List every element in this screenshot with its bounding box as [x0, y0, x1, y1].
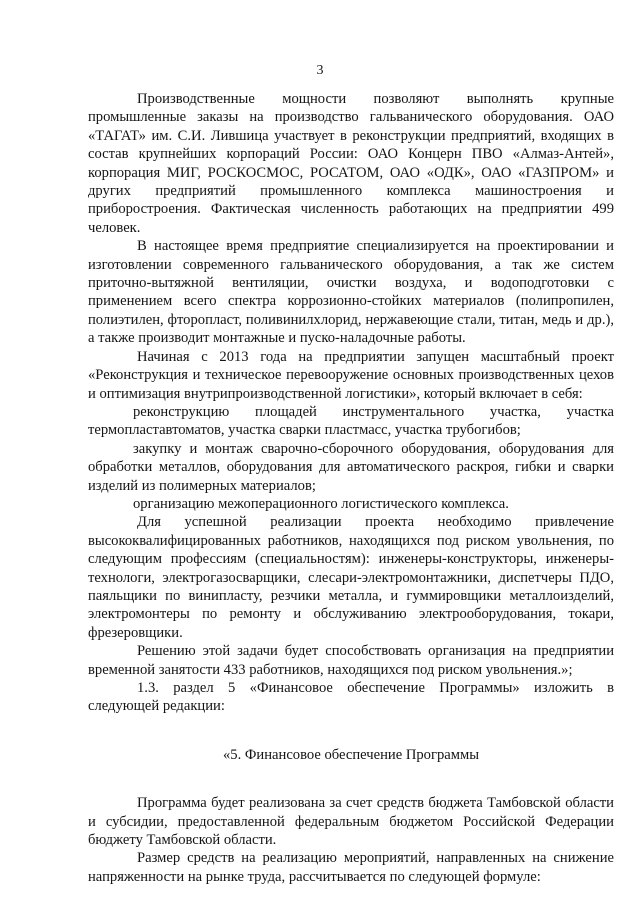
paragraph-section-amendment: 1.3. раздел 5 «Финансовое обеспечение Программы» изложить в следующей редакции:: [88, 680, 614, 715]
list-item-equipment: закупку и монтаж сварочно-сборочного оборудования, оборудования для обработки металлов, оборудования для автоматического раскроя, гибки и сварки изделий из полимерных материалов;: [88, 440, 614, 494]
paragraph-specialization: В настоящее время предприятие специализируется на проектировании и изготовлении современного гальванического оборудования, а так же систем приточно-вытяжной вентиляции, очистки воздуха, и водоподготовки с применением всего спектра коррозионно-стойких материалов (полипропилен, полиэтилен, фторопласт, поливинилхлорид, нержавеющие стали, титан, медь и др.), а также производит монтажные и пуско-наладочные работы.: [88, 238, 614, 347]
list-item-reconstruction: реконструкцию площадей инструментального участка, участка термопластавтоматов, участка сварки пластмасс, участка трубогибов;: [88, 403, 614, 439]
section-heading: «5. Финансовое обеспечение Программы: [223, 746, 479, 763]
paragraph-temporary-employment: Решению этой задачи будет способствовать организация на предприятии временной занятости 433 работников, находящихся под риском увольнения.»;: [88, 643, 614, 678]
paragraph-staffing: Для успешной реализации проекта необходимо привлечение высококвалифицированных работников, находящихся под риском увольнения, по следующим профессиям (специальностям): инженеры-конструкторы, инженеры-технологи, электрогазосварщики, слесари-электромонтажники, диспетчеры ПДО, паяльщики по винипласту, резчики металла, и гуммировщики металлоизделий, электромонтеры по ремонту и обслуживанию электрооборудования, токари, фрезеровщики.: [88, 514, 614, 641]
paragraph-production-capacity: Производственные мощности позволяют выполнять крупные промышленные заказы на производство гальванического оборудования. ОАО «ТАГАТ» им. С.И. Лившица участвует в реконструкции предприятий, входящих в состав крупнейших корпораций России: ОАО Концерн ПВО «Алмаз-Антей», корпорация МИГ, РОСКОСМОС, РОСАТОМ, ОАО «ОДК», ОАО «ГАЗПРОМ» и других предприятий промышленного комплекса машиностроения и приборостроения. Фактическая численность работающих на предприятии 499 человек.: [88, 91, 614, 236]
document-body: [88, 90, 614, 886]
paragraph-project-intro: Начиная с 2013 года на предприятии запущен масштабный проект «Реконструкция и техническое перевооружение основных производственных цехов и оптимизация внутрипроизводственной логистики», который включает в себя:: [88, 348, 614, 402]
page-number: 3: [316, 63, 324, 78]
paragraph-funding-formula: Размер средств на реализацию мероприятий, направленных на снижение напряженности на рынке труда, рассчитывается по следующей формуле:: [88, 850, 614, 885]
paragraph-funding-sources: Программа будет реализована за счет средств бюджета Тамбовской области и субсидии, предоставленной федеральным бюджетом Российской Федерации бюджету Тамбовской области.: [88, 795, 614, 849]
list-item-logistics: организацию межоперационного логистического комплекса.: [133, 495, 509, 512]
